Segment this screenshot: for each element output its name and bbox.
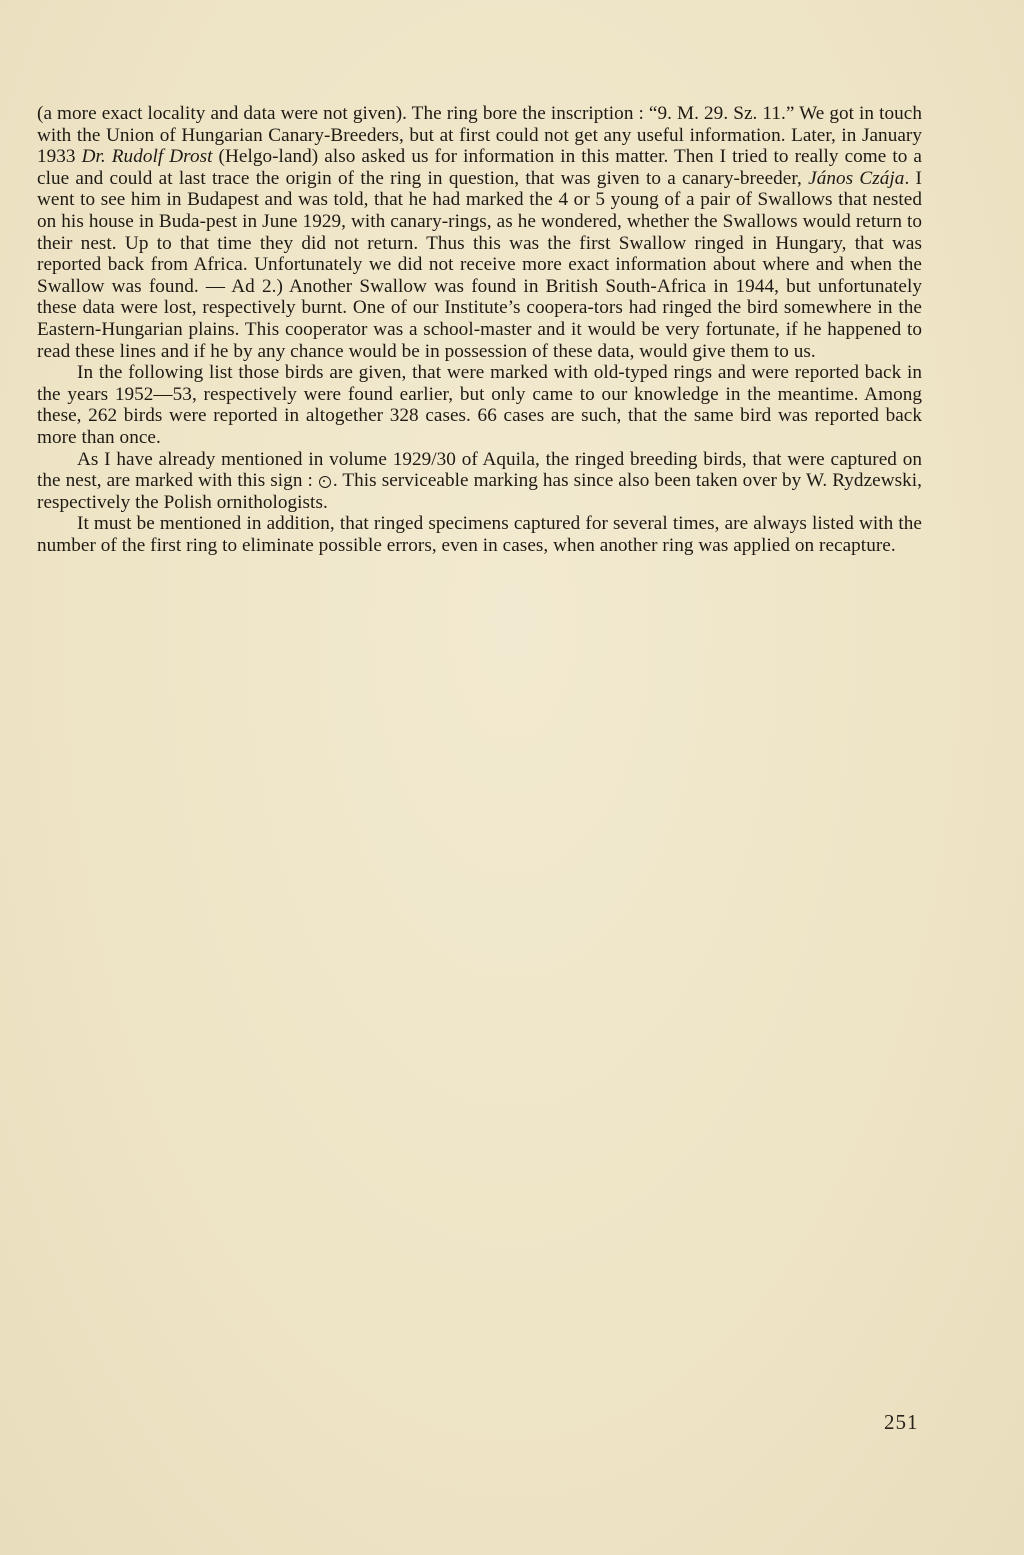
paragraph-1-text-a: (a more exact locality and data were not given). The ring bore the inscription : “9. M. 29. Sz. 11.” We got in touch with the Union of Hungarian Canary-Breeders, but at first could not get any useful information. Later, in January 1933 [37, 103, 922, 168]
paragraph-4 [37, 513, 922, 556]
paragraph-1-text-b: (Helgo-land) also asked us for information in this matter. Then I tried to really come to a clue and could at last trace the origin of the ring in question, that was given to a canary-breeder, [37, 146, 922, 189]
paragraph-1-text-c: . I went to see him in Budapest and was told, that he had marked the 4 or 5 young of a pair of Swallows that nested on his house in Buda-pest in June 1929, with canary-rings, as he wondered, whether the Swallows would return to their nest. Up to that time they did not return. Thus this was the first Swallow ringed in Hungary, that was reported back from Africa. Unfortunately we did not receive more exact information about where and when the Swallow was found. — Ad 2.) Another Swallow was found in British South-Africa in 1944, but unfortunately these data were lost, respectively burnt. One of our Institute’s coopera-tors had ringed the bird somewhere in the Eastern-Hungarian plains. This cooperator was a school-master and it would be very fortunate, if he happened to read these lines and if he by any chance would be in possession of these data, would give them to us. [37, 167, 922, 362]
page-number: 251 [884, 1410, 919, 1434]
paragraph-3 [37, 449, 922, 514]
person-name-czaja: János Czája [808, 167, 905, 189]
paragraph-3-text-b: . This serviceable marking has since also been taken over by W. Rydzewski, respectively the Polish ornithologists. [37, 470, 923, 513]
person-name-drost: Dr. Rudolf Drost [81, 146, 213, 168]
paragraph-2-text: In the following list those birds are given, that were marked with old-typed rings and were reported back in the years 1952—53, respectively were found earlier, but only came to our knowledge in the meantime. Among these, 262 birds were reported in altogether 328 cases. 66 cases are such, that the same bird was reported back more than once. [37, 362, 922, 448]
paragraph-4-text: It must be mentioned in addition, that ringed specimens captured for several times, are always listed with the number of the first ring to eliminate possible errors, even in cases, when another ring was applied on recapture. [37, 513, 922, 556]
paragraph-2 [37, 362, 922, 448]
paragraph-3-text-a: As I have already mentioned in volume 1929/30 of Aquila, the ringed breeding birds, that were captured on the nest, are marked with this sign : [37, 448, 922, 492]
body-text [37, 103, 922, 556]
circled-dot-ring-sign-icon [319, 476, 331, 488]
paragraph-1 [37, 103, 922, 362]
